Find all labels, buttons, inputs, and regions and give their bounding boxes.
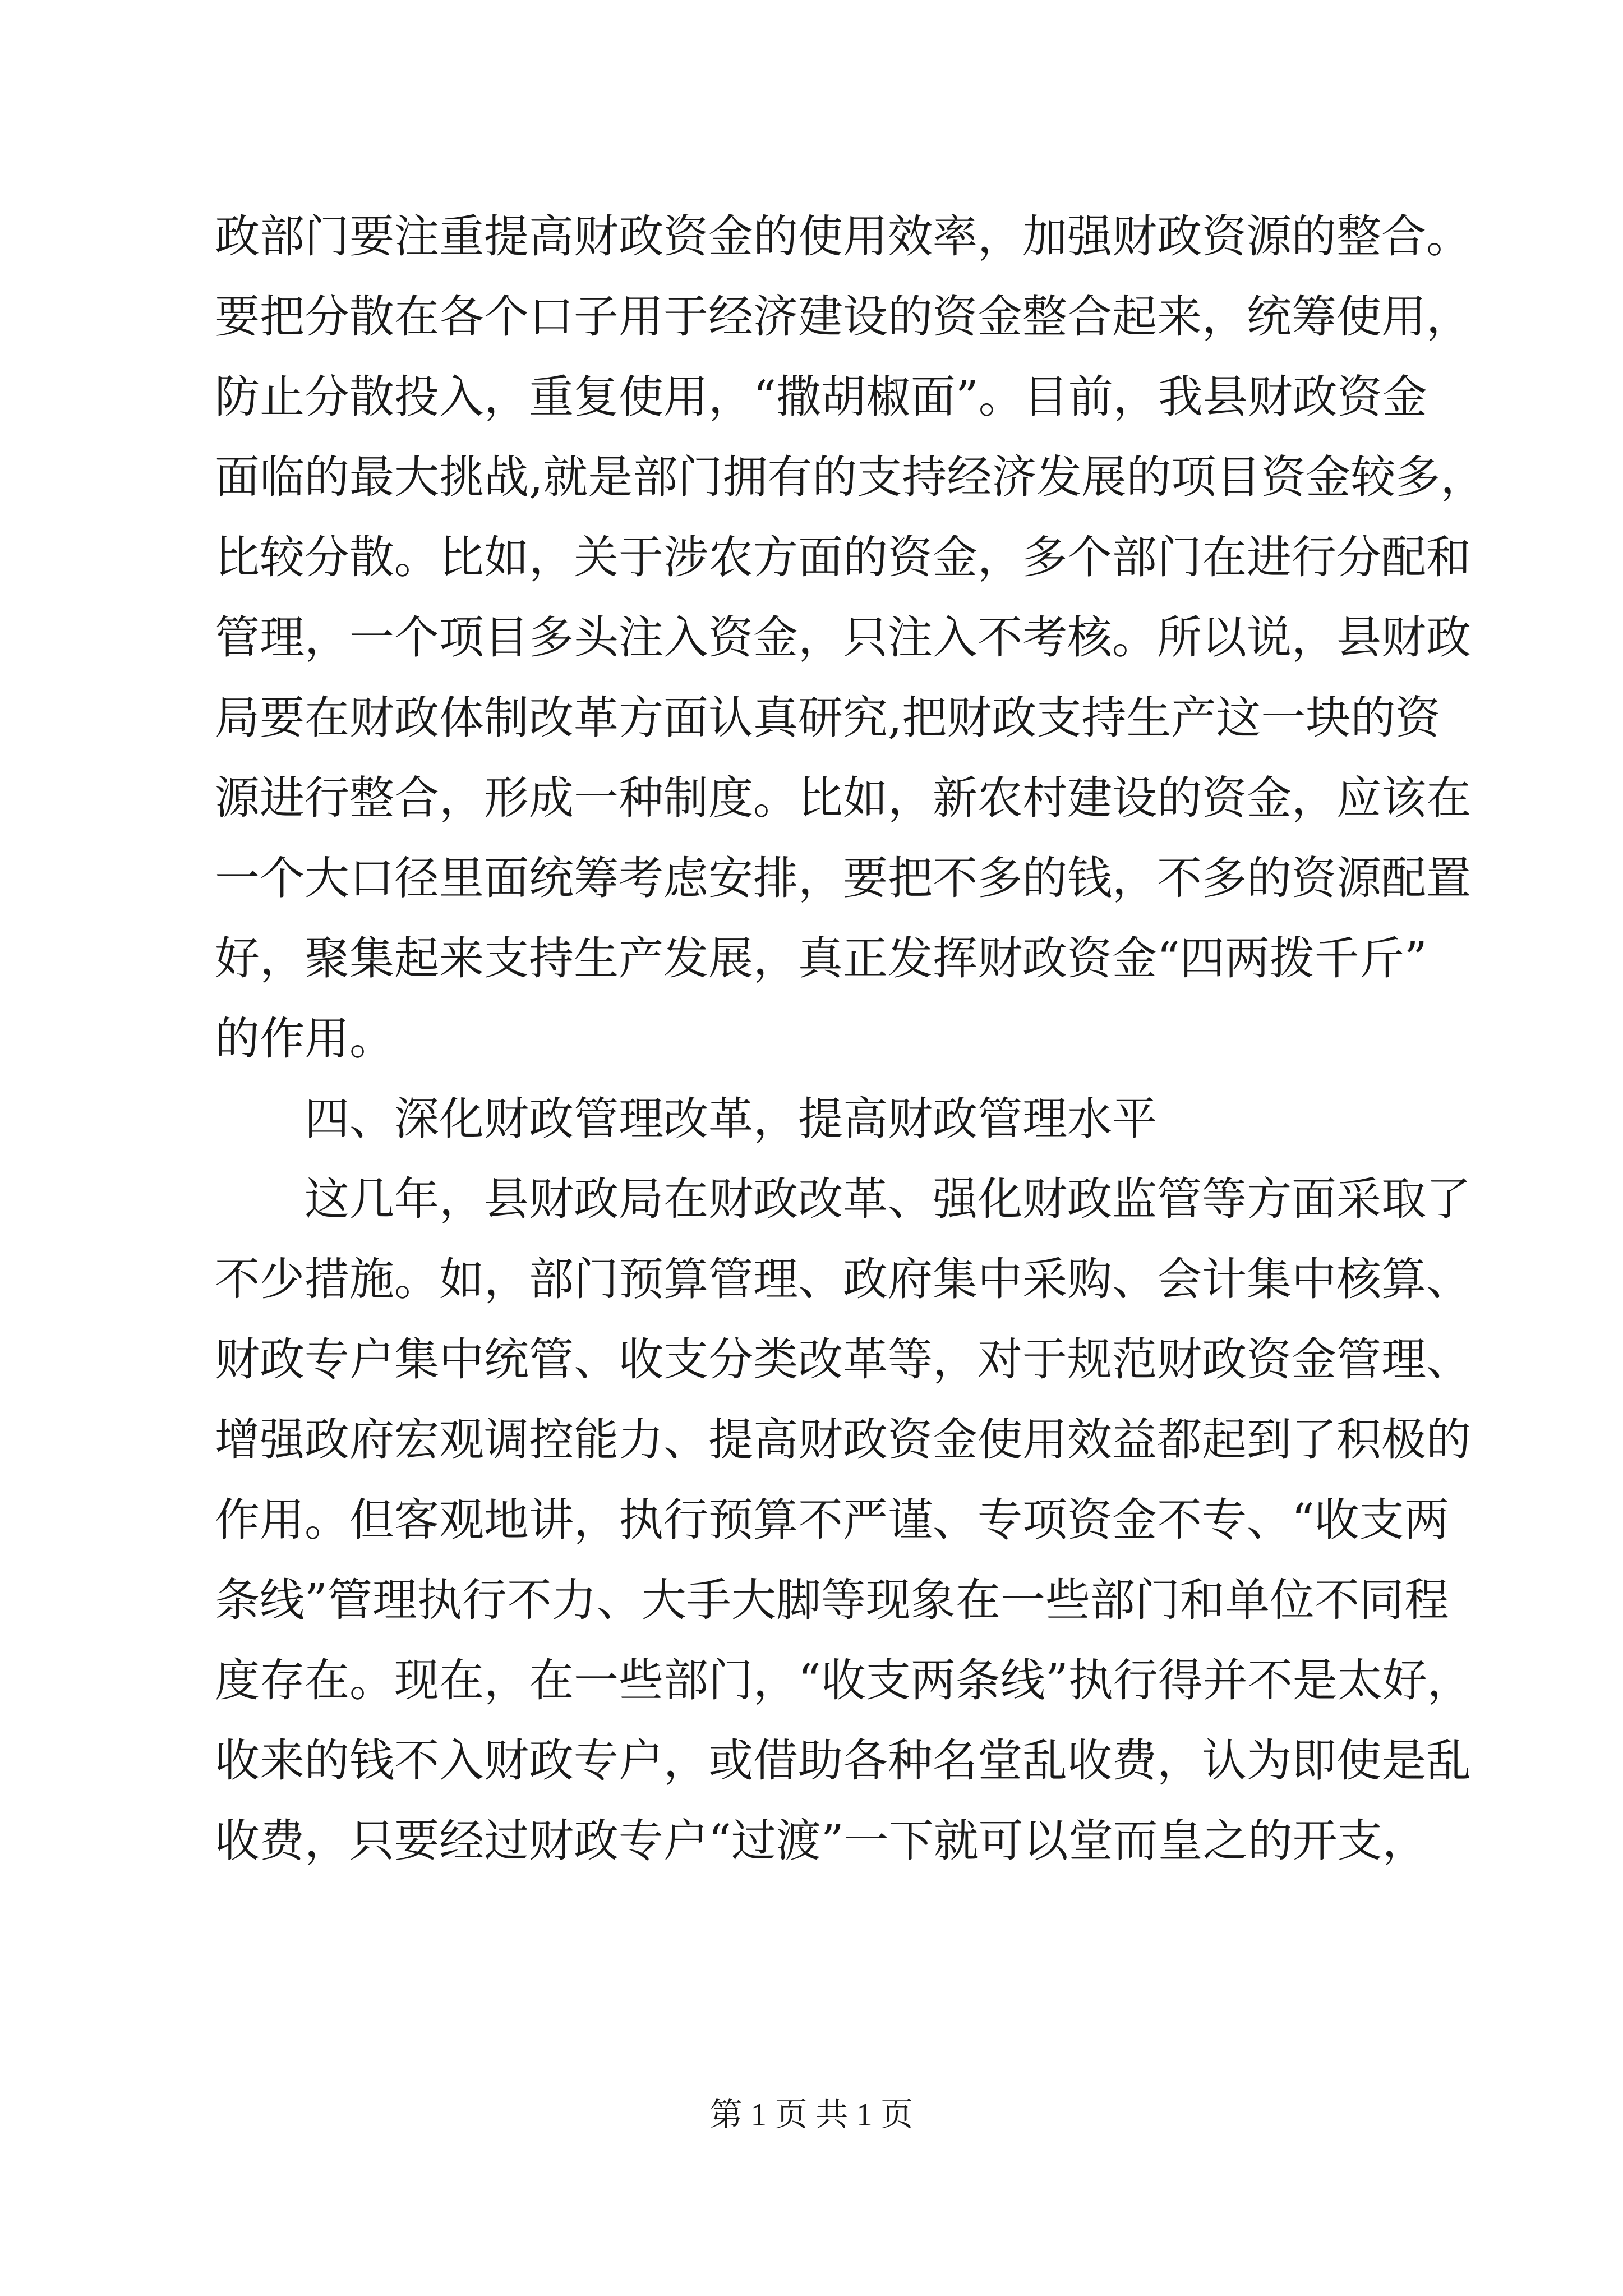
text-line: 比较分散。比如，关于涉农方面的资金，多个部门在进行分配和 [215, 531, 1471, 583]
text-line: 政部门要注重提高财政资金的使用效率，加强财政资源的整合。 [215, 210, 1471, 263]
text-line: 收费，只要经过财政专户“过渡”一下就可以堂而皇之的开支， [215, 1815, 1427, 1867]
text-line: 源进行整合，形成一种制度。比如，新农村建设的资金，应该在 [215, 772, 1471, 824]
text-line: 条线”管理执行不力、大手大脚等现象在一些部门和单位不同程 [215, 1574, 1449, 1626]
text-line: 财政专户集中统管、收支分类改革等，对于规范财政资金管理、 [215, 1333, 1471, 1386]
text-line: 作用。但客观地讲，执行预算不严谨、专项资金不专、“收支两 [215, 1494, 1449, 1546]
text-line: 面临的最大挑战,就是部门拥有的支持经济发展的项目资金较多， [215, 451, 1486, 503]
text-line: 防止分散投入，重复使用，“撒胡椒面”。目前，我县财政资金 [215, 371, 1427, 423]
text-line: 这几年，县财政局在财政改革、强化财政监管等方面采取了 [305, 1173, 1471, 1225]
text-line: 增强政府宏观调控能力、提高财政资金使用效益都起到了积极的 [215, 1414, 1471, 1466]
text-line: 管理，一个项目多头注入资金，只注入不考核。所以说，县财政 [215, 611, 1471, 664]
text-line: 局要在财政体制改革方面认真研究,把财政支持生产这一块的资 [215, 692, 1441, 744]
document-body [215, 196, 1486, 1881]
text-line: 一个大口径里面统筹考虑安排，要把不多的钱，不多的资源配置 [215, 852, 1471, 904]
text-line: 的作用。 [215, 1013, 394, 1065]
page-footer: 第 1 页 共 1 页 [709, 2096, 914, 2133]
text-line: 收来的钱不入财政专户，或借助各种名堂乱收费，认为即使是乱 [215, 1734, 1471, 1787]
text-line: 度存在。现在，在一些部门，“收支两条线”执行得并不是太好， [215, 1654, 1472, 1706]
text-line: 不少措施。如，部门预算管理、政府集中采购、会计集中核算、 [215, 1253, 1471, 1305]
section-heading: 四、深化财政管理改革，提高财政管理水平 [305, 1093, 1157, 1145]
text-line: 要把分散在各个口子用于经济建设的资金整合起来，统筹使用， [215, 291, 1471, 343]
text-line: 好，聚集起来支持生产发展，真正发挥财政资金“四两拨千斤” [215, 932, 1427, 984]
